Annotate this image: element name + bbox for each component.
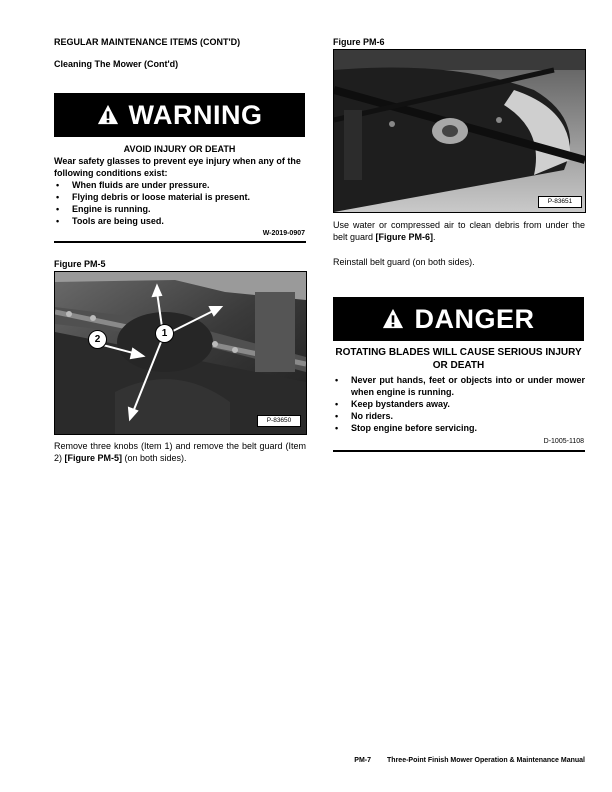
warning-item: • When fluids are under pressure.: [54, 179, 306, 191]
warning-heading: WARNING: [128, 99, 263, 130]
photo-id-label: P-83651: [538, 196, 582, 208]
page-footer: [300, 756, 585, 765]
page-number: PM-7: [354, 757, 372, 764]
warning-triangle-icon: [97, 104, 119, 126]
danger-item: • No riders.: [333, 410, 585, 422]
danger-alert-title: ROTATING BLADES WILL CAUSE SERIOUS INJURY OR DEATH: [335, 347, 582, 371]
subsection-title: Cleaning The Mower (Cont'd): [54, 59, 179, 69]
figure-pm6-photo: [333, 49, 586, 213]
danger-item: • Stop engine before servicing.: [333, 422, 585, 434]
danger-triangle-icon: [382, 308, 404, 330]
danger-list: [333, 374, 585, 434]
clean-instruction-text: Use water or compressed air to clean debris from under the belt guard: [333, 220, 585, 242]
figure-pm5-reference: [Figure PM-5]: [64, 453, 123, 463]
figure-pm5-title: Figure PM-5: [54, 259, 106, 269]
danger-divider: [333, 450, 585, 452]
remove-instruction-text: Remove three knobs (Item 1) and remove the belt guard (Item 2): [54, 441, 306, 463]
warning-item: • Engine is running.: [54, 203, 306, 215]
figure-pm5-photo: [54, 271, 307, 435]
danger-item: • Keep bystanders away.: [333, 398, 585, 410]
warning-divider: [54, 241, 306, 243]
clean-instruction-suffix: .: [433, 232, 436, 242]
danger-item: • Never put hands, feet or objects into or under mower when engine is running.: [333, 374, 585, 398]
section-title: REGULAR MAINTENANCE ITEMS (CONT'D): [54, 37, 241, 47]
callout-1: 1: [155, 324, 174, 343]
warning-item: • Tools are being used.: [54, 215, 306, 227]
callout-2: 2: [88, 330, 107, 349]
danger-heading: DANGER: [414, 303, 535, 334]
manual-title: Three-Point Finish Mower Operation & Maintenance Manual: [387, 757, 585, 764]
figure-pm6-reference: [Figure PM-6]: [375, 232, 434, 242]
photo-id-label: P-83650: [257, 415, 301, 427]
clean-instruction: [333, 219, 585, 243]
remove-instruction: [54, 440, 306, 464]
danger-banner: [333, 297, 584, 341]
warning-banner: [54, 93, 305, 137]
warning-alert-title: AVOID INJURY OR DEATH: [123, 144, 236, 154]
figure-pm6-title: Figure PM-6: [333, 37, 385, 47]
remove-instruction-suffix: (on both sides).: [122, 453, 187, 463]
warning-code: W-2019-0907: [262, 230, 305, 237]
warning-list: [54, 179, 306, 227]
reinstall-instruction: Reinstall belt guard (on both sides).: [333, 257, 475, 267]
danger-code: D-1005-1108: [543, 438, 584, 445]
warning-item: • Flying debris or loose material is present.: [54, 191, 306, 203]
warning-intro: Wear safety glasses to prevent eye injury when any of the following conditions exist:: [54, 156, 301, 178]
